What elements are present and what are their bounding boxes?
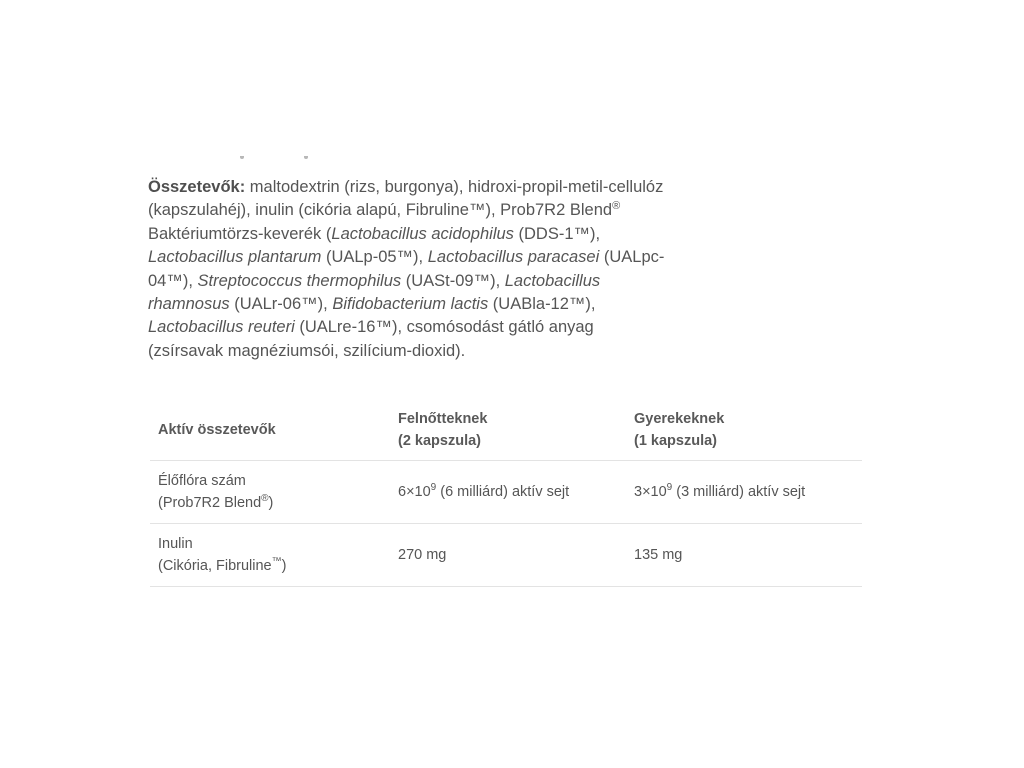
- strain-name: Lactobacillus reuteri: [148, 318, 295, 337]
- header-adults-dose: (2 kapszula): [398, 433, 481, 449]
- child-amount-cell: 135 mg: [626, 524, 862, 587]
- ingredient-source-text: (Prob7R2 Blend: [158, 495, 262, 511]
- strain-name: Lactobacillus paracasei: [427, 248, 600, 267]
- ingredients-text-part: maltodextrin (rizs, burgonya), hidroxi-propil-metil-cellulóz (kapszulahéj), inulin (cikória alapú, Fibruline™), Prob7R2 Blend: [148, 178, 664, 220]
- ingredients-text: [148, 176, 668, 363]
- adult-amount-rest: (6 milliárd) aktív sejt: [436, 484, 570, 500]
- registered-mark: ®: [261, 493, 269, 504]
- child-amount-exponent: 9: [666, 482, 673, 493]
- table-header-row: [150, 402, 862, 461]
- trademark-mark: ™: [271, 556, 282, 567]
- active-ingredients-table: [150, 402, 862, 587]
- ingredient-source-tail: ): [281, 558, 287, 574]
- strain-name: Lactobacillus plantarum: [148, 248, 322, 267]
- ingredient-source: [158, 555, 382, 577]
- strain-code: (UALre-16™), csomósodást gátló anyag (zsírsavak magnéziumsói, szilícium-dioxid).: [148, 318, 594, 360]
- strain-name: Bifidobacterium lactis: [332, 295, 489, 314]
- ingredients-paragraph: [148, 176, 668, 363]
- header-adults: [390, 402, 626, 461]
- registered-mark: ®: [612, 200, 621, 213]
- header-adults-label: Felnőtteknek: [398, 411, 488, 427]
- adult-amount-cell: 270 mg: [390, 524, 626, 587]
- ingredient-name: Inulin: [158, 536, 193, 552]
- child-amount-cell: [626, 461, 862, 524]
- strain-name: Streptococcus thermophilus: [197, 271, 402, 290]
- strain-name: Lactobacillus acidophilus: [331, 224, 514, 243]
- strain-code: (DDS-1™),: [513, 224, 601, 243]
- ingredients-text-part: Baktériumtörzs-keverék (: [148, 224, 332, 243]
- header-children-label: Gyerekeknek: [634, 411, 725, 427]
- ingredient-name: Élőflóra szám: [158, 473, 246, 489]
- strain-code: (UASt-09™),: [401, 271, 505, 290]
- strain-code: (UALr-06™),: [229, 295, 333, 314]
- table-row: [150, 524, 862, 587]
- ingredient-name-cell: [150, 524, 390, 587]
- strain-code: (UALpc-04™),: [148, 248, 665, 290]
- ingredients-heading: Összetevők:: [148, 178, 246, 196]
- adult-amount-exponent: 9: [430, 482, 437, 493]
- header-children-dose: (1 kapszula): [634, 433, 717, 449]
- adult-amount-base: 6×10: [398, 484, 431, 500]
- cropped-text-remnant: [240, 156, 320, 162]
- ingredient-name-cell: [150, 461, 390, 524]
- strain-name: Lactobacillus rhamnosus: [148, 271, 601, 314]
- ingredient-source-text: (Cikória, Fibruline: [158, 558, 272, 574]
- header-children: [626, 402, 862, 461]
- child-amount-base: 3×10: [634, 484, 667, 500]
- child-amount-rest: (3 milliárd) aktív sejt: [672, 484, 806, 500]
- strain-code: (UABla-12™),: [488, 295, 596, 314]
- adult-amount-cell: [390, 461, 626, 524]
- table-row: [150, 461, 862, 524]
- header-active-ingredients: Aktív összetevők: [150, 402, 390, 461]
- strain-code: (UALp-05™),: [321, 248, 428, 267]
- ingredient-source: [158, 492, 382, 514]
- ingredient-source-tail: ): [268, 495, 274, 511]
